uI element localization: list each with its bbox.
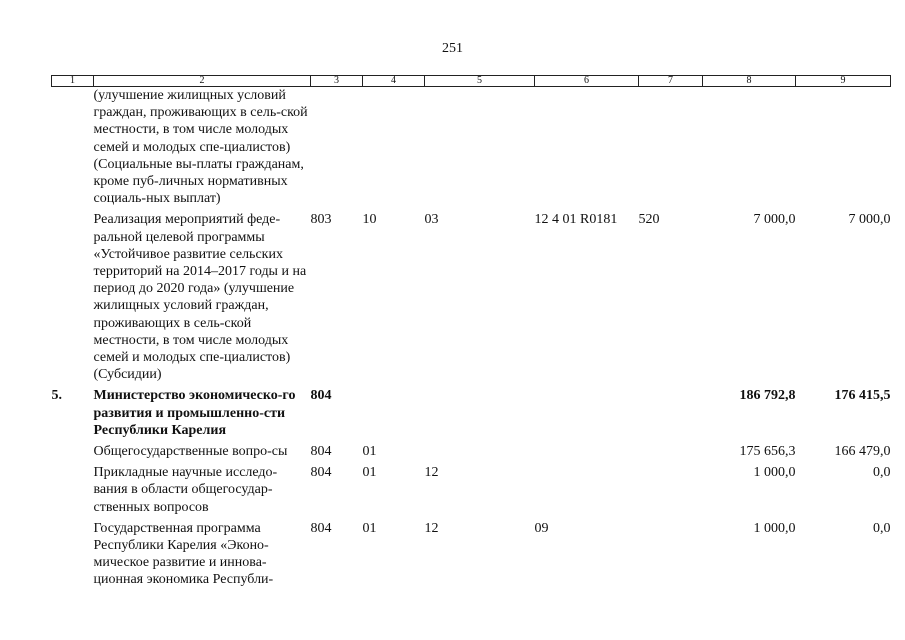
- row-ministry-code: 804: [310, 388, 332, 404]
- row-number: [52, 87, 94, 208]
- table-row: [52, 207, 891, 383]
- column-header-num: 1: [52, 76, 94, 87]
- row-number: [52, 439, 94, 460]
- row-target-code: [535, 439, 639, 460]
- table-row: [52, 439, 891, 460]
- column-header-target: 6: [535, 76, 639, 87]
- row-sum-2019: [796, 87, 891, 208]
- row-expense-type-code: 520: [638, 212, 660, 228]
- row-subsection-code: 12: [424, 520, 439, 536]
- row-sum-2019: 0,0: [873, 520, 891, 536]
- row-name: Общегосударственные вопро-сы: [93, 444, 288, 460]
- row-target-code: 12 4 01 R0181: [534, 212, 618, 228]
- table-header: [52, 76, 891, 87]
- column-header-ministry: 3: [311, 76, 363, 87]
- row-subsection-code: 12: [424, 465, 439, 481]
- row-number: 5.: [51, 388, 62, 404]
- row-sum-2019: 0,0: [873, 465, 891, 481]
- row-number: [52, 207, 94, 383]
- row-section-code: 01: [362, 444, 377, 460]
- row-ministry-code: 804: [310, 444, 332, 460]
- row-sum-2019: 166 479,0: [834, 444, 891, 460]
- row-section-code: 01: [362, 520, 377, 536]
- row-target-code: [535, 383, 639, 439]
- row-sum-2018: 186 792,8: [739, 388, 796, 404]
- row-number: [52, 460, 94, 516]
- row-sum-2019: 7 000,0: [848, 212, 891, 228]
- row-section-code: [363, 383, 425, 439]
- row-subsection-code: [425, 87, 535, 208]
- row-sum-2018: 175 656,3: [739, 444, 796, 460]
- row-ministry-code: [311, 87, 363, 208]
- row-name: Министерство экономическо-го развития и промышленно-сти Республики Карелия: [93, 388, 296, 438]
- table-row: [52, 516, 891, 589]
- row-name: (улучшение жилищных условий граждан, проживающих в сель-ской местности, в том числе молодых семей и молодых спе-циалистов) (Социальные вы-платы гражданам, кроме пуб-личных нормативных социаль-ных выплат): [93, 88, 308, 207]
- budget-table: [51, 75, 891, 589]
- row-subsection-code: [425, 383, 535, 439]
- row-sum-2018: 1 000,0: [753, 465, 796, 481]
- column-header-sum-2019: 9: [796, 76, 891, 87]
- row-expense-type-code: [639, 87, 703, 208]
- column-header-expense-type: 7: [639, 76, 703, 87]
- row-name: Прикладные научные исследо-вания в области общегосудар-ственных вопросов: [93, 465, 278, 515]
- row-section-code: [363, 87, 425, 208]
- column-header-sum-2018: 8: [703, 76, 796, 87]
- row-ministry-code: 804: [310, 465, 332, 481]
- row-name: Реализация мероприятий феде-ральной целевой программы «Устойчивое развитие сельских территорий на 2014–2017 годы и на период до 2020 года» (улучшение жилищных условий граждан, проживающих в сель-ской местности, в том числе молодых семей и молодых спе-циалистов) (Субсидии): [93, 212, 307, 383]
- row-section-code: 10: [362, 212, 377, 228]
- table-row: [52, 460, 891, 516]
- row-section-code: 01: [362, 465, 377, 481]
- table-row: [52, 87, 891, 208]
- row-sum-2018: 7 000,0: [753, 212, 796, 228]
- row-expense-type-code: [639, 460, 703, 516]
- row-target-code: [535, 87, 639, 208]
- row-name: Государственная программа Республики Карелия «Эконо-мическое развитие и иннова-ционная экономика Республи-: [93, 520, 274, 588]
- row-expense-type-code: [639, 516, 703, 589]
- table-row: [52, 383, 891, 439]
- row-target-code: [535, 460, 639, 516]
- row-ministry-code: 803: [310, 212, 332, 228]
- row-sum-2019: 176 415,5: [834, 388, 891, 404]
- row-sum-2018: 1 000,0: [753, 520, 796, 536]
- row-target-code: 09: [534, 520, 549, 536]
- row-number: [52, 516, 94, 589]
- row-subsection-code: 03: [424, 212, 439, 228]
- table-body: [52, 87, 891, 589]
- page-number: 251: [442, 41, 463, 56]
- row-subsection-code: [425, 439, 535, 460]
- row-sum-2018: [703, 87, 796, 208]
- row-ministry-code: 804: [310, 520, 332, 536]
- column-header-subsection: 5: [425, 76, 535, 87]
- row-expense-type-code: [639, 439, 703, 460]
- column-header-section: 4: [363, 76, 425, 87]
- column-header-name: 2: [94, 76, 311, 87]
- row-expense-type-code: [639, 383, 703, 439]
